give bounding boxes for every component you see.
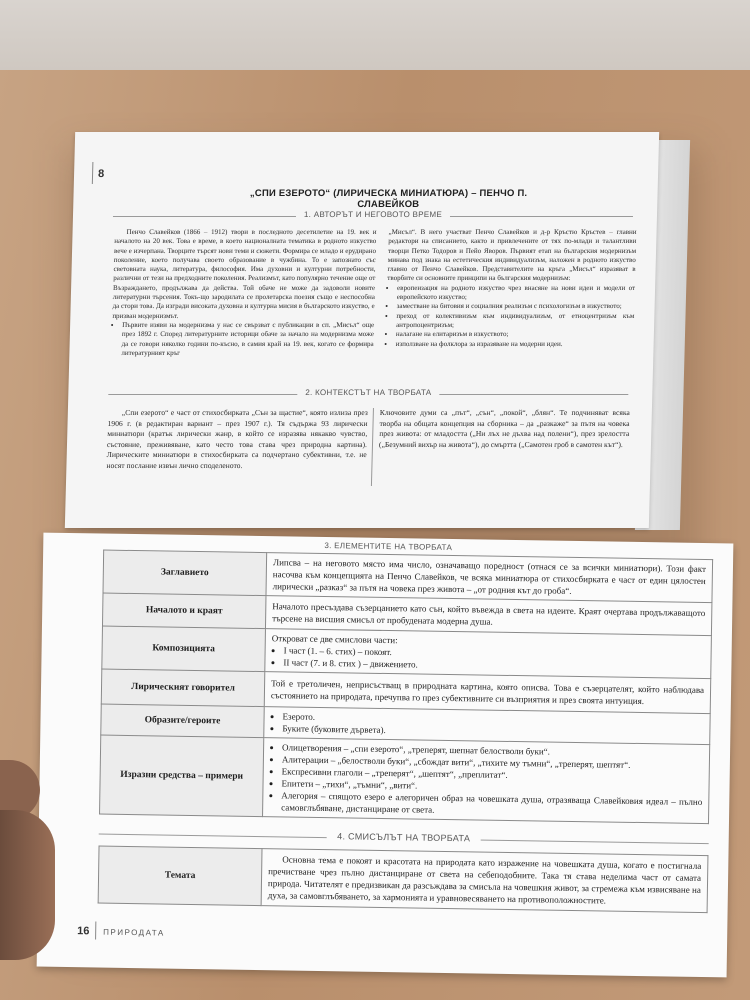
principle-item: • заместване на битовия и социалния реализъм с психологизъм в изкуството; (396, 302, 634, 311)
section-heading-elements: 3. ЕЛЕМЕНТИТЕ НА ТВОРБАТА (324, 541, 453, 553)
mysal-paragraph: „Мисъл“. В него участват Пенчо Славейков и д-р Кръстю Кръстев – главни редактори на списанието, както и привлечените от тях по-млади и талантливи творци Петко Тодоров и Пейо Яворов. Първият етап на българския модернизъм минава под знака на естетическия индивидуализъм, наложен в родното изкуство главно от Пенчо Славейков. Представителите на кръга „Мисъл“ изразяват в творбите си основните принципи на българския модернизъм: (387, 228, 637, 283)
author-right-column (386, 228, 637, 349)
theme-table-wrapper (98, 846, 709, 914)
section-heading-context-text: 2. КОНТЕКСТЪТ НА ТВОРБАТА (297, 388, 439, 397)
row-value (265, 629, 712, 679)
row-label: Композицията (102, 626, 266, 672)
row-label: Образите/героите (101, 704, 264, 738)
bottom-page-number: 16 (77, 925, 90, 938)
column-divider (371, 408, 374, 486)
theme-label: Темата (98, 846, 262, 906)
composition-part: • II част (7. и 8. стих ) – движението. (283, 656, 704, 675)
context-left-column (106, 408, 368, 472)
device-item: • Епитети – „тихи“, „тъмни“, „вити“. (281, 777, 702, 796)
footer-divider (95, 921, 96, 939)
top-page-number: 8 (97, 168, 105, 180)
elements-table (99, 550, 713, 825)
section-heading-meaning-text: 4. СМИСЪЛЪТ НА ТВОРБАТА (327, 831, 480, 843)
composition-part: • I част (1. – 6. стих) – покоят. (284, 644, 705, 663)
poem-title: „СПИ ЕЗЕРОТО“ (ЛИРИЧЕСКА МИНИАТЮРА) – ПЕНЧО П. СЛАВЕЙКОВ (249, 188, 528, 210)
theme-text: Основна тема е покоят и красотата на природата като изражение на човешката душа, когато е постигнала пречистване чрез пълно дистанциране от света на себеподобните. Така тя става неделима част от самата природа. Читателят е предизвикан да разсъждава за смисъла на човешкия живот, за стремежа към извисяване на духа, за самовглъбяването, за хармонията и уравновесяването на противоположностите. (261, 849, 708, 913)
principle-item: • налагане на елитаризъм в изкуството; (396, 330, 634, 339)
context-right-column (379, 408, 630, 450)
row-label: Началото и краят (102, 593, 265, 629)
section-heading-context (108, 388, 628, 397)
table-row (98, 846, 708, 913)
row-value: Липсва – на неговото място има число, означаващо поредност (отнася се за всички миниатюри). Този факт насочва към концепцията на Пенчо Славейков, че всяка миниатюра от стихосбирката е част от един цялостен лирически „разказ“ за пътя на човека през живота – „от родния кът до гроба“. (266, 553, 713, 603)
row-value (263, 738, 710, 824)
elements-table-wrapper (99, 550, 713, 825)
row-value: Началото пресъздава съзерцанието като сън, който въвежда в света на идеите. Краят очертава продължаващото търсене на висшия смисъл от пробудената модерна душа. (265, 596, 711, 636)
hand (0, 810, 55, 960)
row-label: Лирическият говорител (101, 669, 265, 707)
background-wall (0, 0, 750, 70)
principle-item: • европеизация на родното изкуство чрез внасяне на нови идеи и модели от европейското изкуство; (397, 284, 635, 303)
principle-item: • използване на фолклора за изразяване на модерни идеи. (396, 340, 634, 349)
context-right-text: Ключовите думи са „път“, „сън“, „покой“, „блян“. Те подчиняват всяка творба на общата концепция на сборника – да „разкаже“ за пътя на човека през живота: от младостта („Ни лъх не дъхва над полени“), през зрелостта („Безумний вихър на живота“), до смъртта („Самотен гроб в самотен кът“). (378, 408, 630, 449)
author-left-column (111, 228, 376, 358)
page-number-rule (92, 162, 94, 184)
section-heading-meaning (99, 828, 709, 848)
author-bullet: • Първите изяви на модернизма у нас се свързват с публикации в сп. „Мисъл“ още през 1892 г. Според литературните историци обаче за начало на модернизма може да се говори няколко години по-късно, в самия край на 19. век, когато се формира литературният кръг (121, 321, 374, 358)
row-label: Заглавието (103, 550, 267, 596)
bottom-page (37, 533, 734, 978)
device-item: • Алегория – спящото езеро е алегоричен образ на човешката душа, отразяваща Славейковия идеал – пълно самовглъбяване, дистанциране от света. (281, 789, 702, 820)
image-item: • Езерото. (282, 710, 703, 729)
theme-table (98, 846, 709, 914)
footer-label: ПРИРОДАТА (103, 927, 165, 938)
section-heading-author-text: 1. АВТОРЪТ И НЕГОВОТО ВРЕМЕ (296, 210, 450, 219)
context-left-text: „Спи езерото“ е част от стихосбирката „Сън за щастие“, която излиза през 1906 г. (в редактиран вариант – през 1907 г.). Тя съдържа 93 лирически миниатюри (кратък лирически жанр, в който се изразява някакво чувство, състояние, преживяване, като често това става чрез природна картина). Лирическите миниатюри в стихосбирката са подчертано субективни, т.е. не носят послание извън лично споделеното. (106, 408, 368, 470)
row-label: Изразни средства – примери (100, 735, 264, 817)
section-heading-author (113, 210, 633, 219)
row-value: Той е третоличен, неприсъстващ в природната картина, която описва. Това е съзерцателят, който наблюдава състоянието на природата, пречупва го през субективните си възприятия и през своята интуиция. (264, 672, 710, 714)
device-item: • Олицетворения – „спи езерото“, „треперят, шепнат белостволи буки“. (282, 741, 703, 760)
image-item: • Буките (буковите дървета). (282, 722, 703, 741)
author-paragraph: Пенчо Славейков (1866 – 1912) твори в последното десетилетие на 19. век и началото на 20 век. Това е време, в което националната тематика в родното изкуство вече е изчерпана. Творците търсят нови теми и сюжети. Формира се младо и ерудирано поколение, което получава своето образование в чужбина. То е запознато със световната наука, литература, философия. Има духовни и културни потребности, различни от тези на предходните поколения. Реализмът, като популярно течение още от Възраждането, продължава да действа. Той обаче не може да задоволи новите литературни търсения. Токъ-що зародилата се пролетарска поезия също е неспособна да стори това. Да изгради високата духовна и културна мисия в българското изкуство, е призван модернизмът. (112, 228, 377, 320)
composition-intro: Откроват се две смислови части: (271, 633, 398, 646)
table-row (100, 735, 710, 824)
principle-item: • преход от колективизъм към индивидуализъм, от етноцентризъм към антропоцентризъм; (396, 312, 634, 331)
device-item: • Експресивни глаголи – „треперят“, „шептят“, „преплитат“. (282, 765, 703, 784)
device-item: • Алитерации – „белостволи буки“, „сбождат вити“, „тихите му тъмни“, „треперят, шептят“. (282, 753, 703, 772)
top-page (65, 132, 659, 528)
